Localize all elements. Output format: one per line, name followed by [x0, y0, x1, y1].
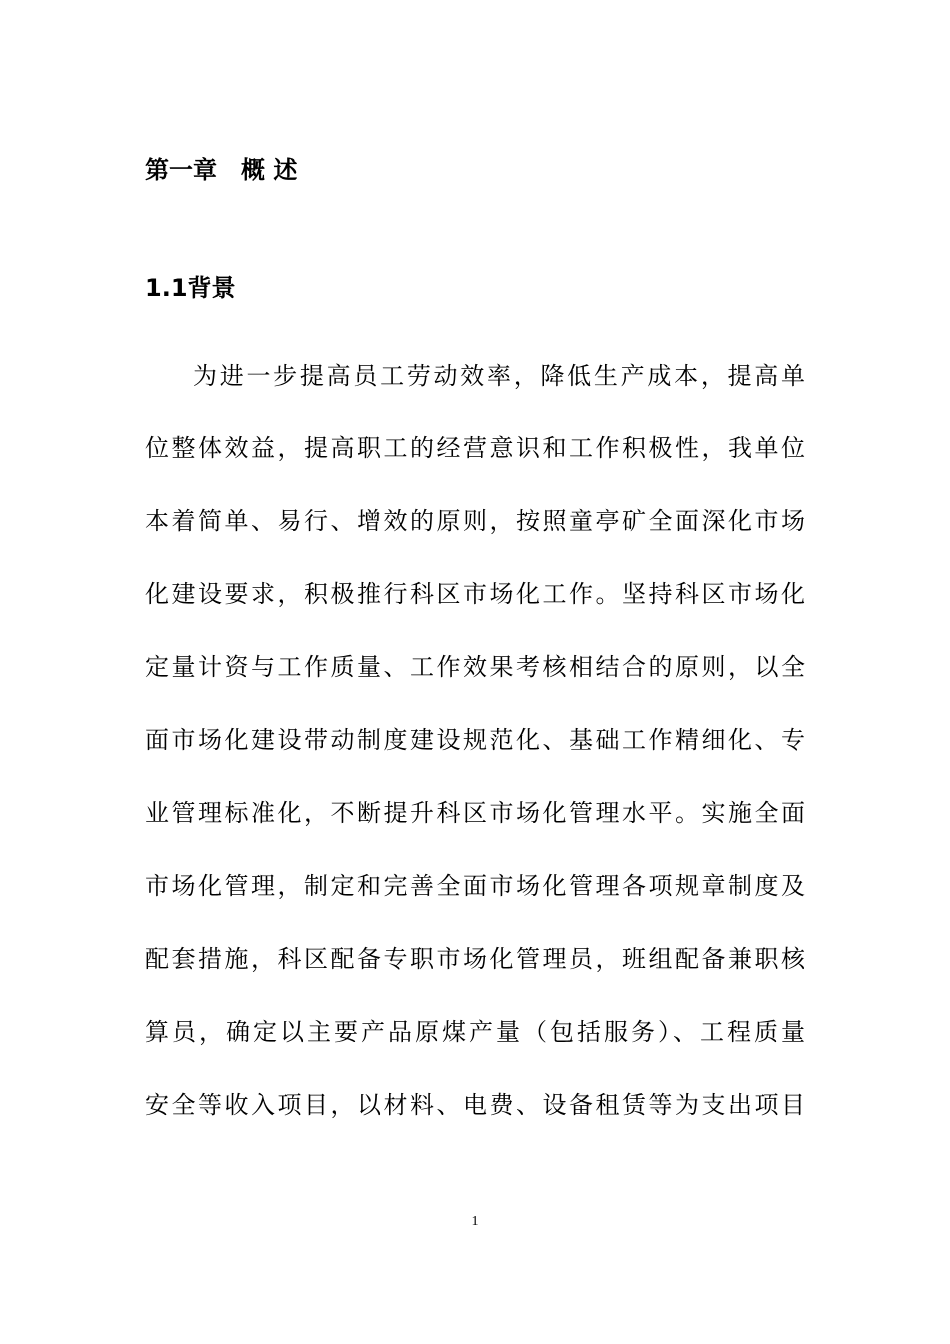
page-number: 1	[471, 1214, 479, 1229]
paragraph-line: 业管理标准化，不断提升科区市场化管理水平。实施全面	[145, 799, 805, 827]
paragraph-line: 本着简单、易行、增效的原则，按照童亭矿全面深化市场	[145, 507, 805, 535]
paragraph-line: 市场化管理，制定和完善全面市场化管理各项规章制度及	[145, 872, 805, 900]
paragraph-line: 化建设要求，积极推行科区市场化工作。坚持科区市场化	[145, 580, 805, 608]
paragraph-line: 配套措施，科区配备专职市场化管理员，班组配备兼职核	[145, 945, 805, 973]
paragraph-line: 为进一步提高员工劳动效率，降低生产成本，提高单	[193, 362, 805, 390]
paragraph-line: 算员，确定以主要产品原煤产量（包括服务）、工程质量	[145, 1018, 805, 1046]
paragraph-line: 定量计资与工作质量、工作效果考核相结合的原则，以全	[145, 653, 805, 681]
paragraph-line: 安全等收入项目，以材料、电费、设备租赁等为支出项目	[145, 1091, 805, 1119]
paragraph-line: 位整体效益，提高职工的经营意识和工作积极性，我单位	[145, 434, 805, 462]
chapter-title: 第一章 概 述	[145, 156, 298, 184]
section-title: 1.1背景	[145, 274, 236, 302]
paragraph-line: 面市场化建设带动制度建设规范化、基础工作精细化、专	[145, 726, 805, 754]
